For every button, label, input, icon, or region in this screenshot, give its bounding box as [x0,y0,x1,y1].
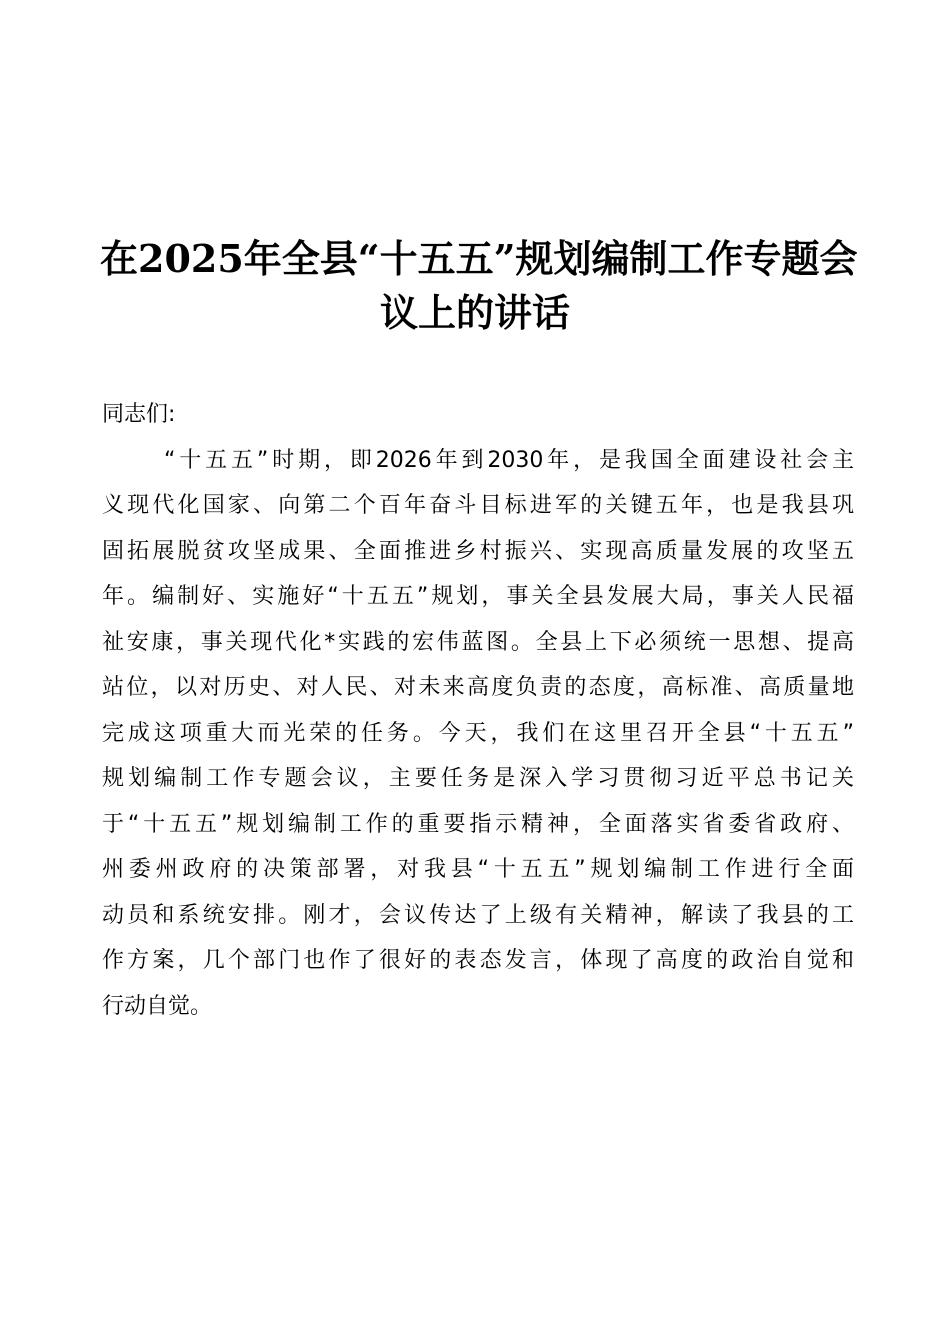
salutation: 同志们: [102,402,176,427]
paragraph-line: 完成这项重大而光荣的任务。今天，我们在这里召开全县“十五五” [102,720,854,746]
paragraph-line: 规划编制工作专题会议，主要任务是深入学习贯彻习近平总书记关 [102,766,854,791]
paragraph-line: 作方案，几个部门也作了很好的表态发言，体现了高度的政治自觉和 [102,948,854,973]
paragraph-line: 站位，以对历史、对人民、对未来高度负责的态度，高标准、高质量地 [102,675,854,700]
paragraph-line: “十五五”时期，即2026年到2030年，是我国全面建设社会主 [164,447,854,473]
paragraph-line: 动员和系统安排。刚才，会议传达了上级有关精神，解读了我县的工 [102,902,854,928]
paragraph-line: 行动自觉。 [102,993,213,1019]
title-line-2: 议上的讲话 [379,290,570,335]
paragraph-line: 于“十五五”规划编制工作的重要指示精神，全面落实省委省政府、 [102,811,854,837]
document-body [102,392,854,1029]
paragraph-line: 固拓展脱贫攻坚成果、全面推进乡村振兴、实现高质量发展的攻坚五 [102,538,854,564]
paragraph-line: 义现代化国家、向第二个百年奋斗目标进军的关键五年，也是我县巩 [102,493,854,518]
paragraph-line: 祉安康，事关现代化*实践的宏伟蓝图。全县上下必须统一思想、提高 [102,629,854,655]
document-title [100,232,858,340]
title-line-1: 在2025年全县“十五五”规划编制工作专题会 [100,236,858,281]
paragraph-line: 州委州政府的决策部署，对我县“十五五”规划编制工作进行全面 [102,857,854,882]
paragraph-line: 年。编制好、实施好“十五五”规划，事关全县发展大局，事关人民福 [102,584,854,609]
